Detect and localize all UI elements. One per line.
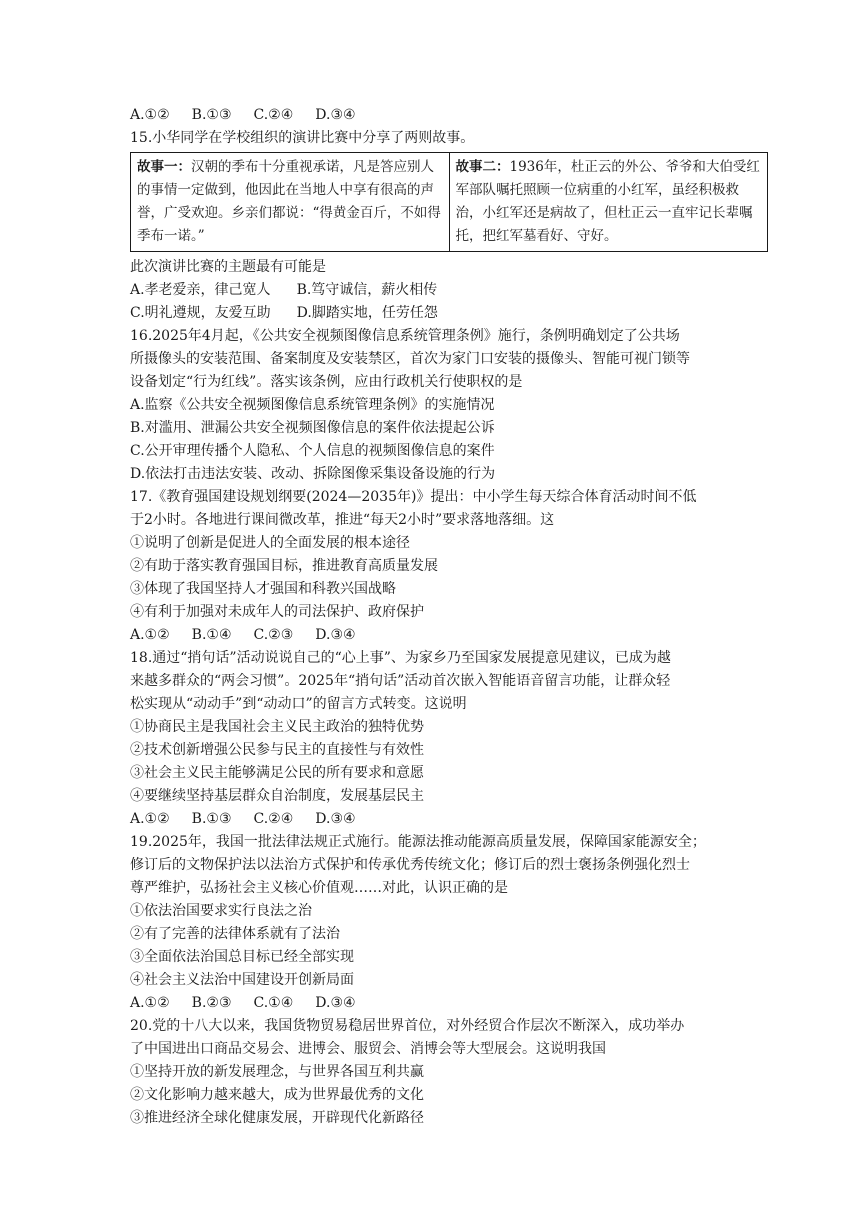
option: C.②④ <box>253 107 294 123</box>
option: C.①④ <box>253 995 294 1011</box>
q19-options <box>130 992 770 1015</box>
q19-stem-line: 尊严维护，弘扬社会主义核心价值观……对此，认识正确的是 <box>130 880 508 896</box>
story-one-text: 汉朝的季布十分重视承诺，凡是答应别人的事情一定做到，他因此在当地人中享有很高的声誉，广受欢迎。乡亲们都说：“得黄金百斤，不如得季布一诺。” <box>137 159 441 244</box>
option: D.③④ <box>315 627 356 643</box>
q17-item: ③体现了我国坚持人才强国和科教兴国战略 <box>130 581 396 597</box>
q16-option: A.监察《公共安全视频图像信息系统管理条例》的实施情况 <box>130 397 495 413</box>
q16-option: D.依法打击违法安装、改动、拆除图像采集设备设施的行为 <box>130 466 496 482</box>
q16-stem-line: 设备划定“行为红线”。落实该条例，应由行政机关行使职权的是 <box>130 374 523 390</box>
q17-stem-line: 17.《教育强国建设规划纲要(2024—2035年)》提出：中小学生每天综合体育活动时间不低 <box>130 489 697 505</box>
q17-item: ②有助于落实教育强国目标，推进教育高质量发展 <box>130 558 438 574</box>
story-one-title: 故事一： <box>137 159 191 175</box>
option: B.②③ <box>191 995 232 1011</box>
option: A.①② <box>130 811 170 827</box>
option: B.①③ <box>191 107 232 123</box>
option: D.③④ <box>315 107 356 123</box>
q15-question: 此次演讲比赛的主题最有可能是 <box>130 259 326 275</box>
story-two-text: 1936年，杜正云的外公、爷爷和大伯受红军部队嘱托照顾一位病重的小红军，虽经积极救治，小红军还是病故了，但杜正云一直牢记长辈嘱托，把红军墓看好、守好。 <box>455 159 760 244</box>
q19-stem-line: 修订后的文物保护法以法治方式保护和传承优秀传统文化；修订后的烈士褒扬条例强化烈士 <box>130 857 690 873</box>
q17-options <box>130 624 770 647</box>
q17-item: ①说明了创新是促进人的全面发展的根本途径 <box>130 535 410 551</box>
q16-option: B.对滥用、泄漏公共安全视频图像信息的案件依法提起公诉 <box>130 420 495 436</box>
q18-stem-line: 来越多群众的“两会习惯”。2025年“捎句话”活动首次嵌入智能语音留言功能，让群众轻 <box>130 673 671 689</box>
q19-item: ③全面依法治国总目标已经全部实现 <box>130 949 354 965</box>
q19-item: ②有了完善的法律体系就有了法治 <box>130 926 340 942</box>
q18-item: ①协商民主是我国社会主义民主政治的独特优势 <box>130 719 424 735</box>
q20-item: ③推进经济全球化健康发展，开辟现代化新路径 <box>130 1110 424 1126</box>
option: C.②③ <box>253 627 294 643</box>
option: D.③④ <box>315 995 356 1011</box>
q19-item: ④社会主义法治中国建设开创新局面 <box>130 972 354 988</box>
story-table <box>130 152 768 252</box>
option: A.①② <box>130 627 170 643</box>
story-two-cell <box>449 153 768 252</box>
story-two-title: 故事二： <box>455 159 510 175</box>
q17-item: ④有利于加强对未成年人的司法保护、政府保护 <box>130 604 424 620</box>
option: B.①③ <box>191 811 232 827</box>
option: C.②④ <box>253 811 294 827</box>
q16-option: C.公开审理传播个人隐私、个人信息的视频图像信息的案件 <box>130 443 495 459</box>
q20-item: ②文化影响力越来越大，成为世界最优秀的文化 <box>130 1087 424 1103</box>
q17-stem-line: 于2小时。各地进行课间微改革，推进“每天2小时”要求落地落细。这 <box>130 512 555 528</box>
q15-options-row-1 <box>130 279 770 302</box>
q18-item: ②技术创新增强公民参与民主的直接性与有效性 <box>130 742 424 758</box>
q20-stem-line: 了中国进出口商品交易会、进博会、服贸会、消博会等大型展会。这说明我国 <box>130 1041 606 1057</box>
option: C.明礼遵规，友爱互助 <box>130 305 271 321</box>
q15-options-row-2 <box>130 302 770 325</box>
q15-stem: 15.小华同学在学校组织的演讲比赛中分享了两则故事。 <box>130 130 475 146</box>
q20-item: ①坚持开放的新发展理念，与世界各国互利共赢 <box>130 1064 424 1080</box>
option: A.①② <box>130 107 170 123</box>
q14-options <box>130 104 770 127</box>
q19-stem-line: 19.2025年，我国一批法律法规正式施行。能源法推动能源高质量发展，保障国家能源安全； <box>130 834 706 850</box>
q18-item: ③社会主义民主能够满足公民的所有要求和意愿 <box>130 765 424 781</box>
option: B.①④ <box>191 627 232 643</box>
q18-item: ④要继续坚持基层群众自治制度，发展基层民主 <box>130 788 424 804</box>
q20-stem-line: 20.党的十八大以来，我国货物贸易稳居世界首位，对外经贸合作层次不断深入，成功举办 <box>130 1018 685 1034</box>
q19-item: ①依法治国要求实行良法之治 <box>130 903 312 919</box>
q16-stem-line: 所摄像头的安装范围、备案制度及安装禁区，首次为家门口安装的摄像头、智能可视门锁等 <box>130 351 690 367</box>
q18-stem-line: 松实现从“动动手”到“动动口”的留言方式转变。这说明 <box>130 696 467 712</box>
story-one-cell <box>131 153 450 252</box>
q18-options <box>130 808 770 831</box>
q18-stem-line: 18.通过“捎句话”活动说说自己的“心上事”、为家乡乃至国家发展提意见建议，已成为越 <box>130 650 671 666</box>
option: A.①② <box>130 995 170 1011</box>
option: A.孝老爱亲，律己宽人 <box>130 282 271 298</box>
q16-stem-line: 16.2025年4月起，《公共安全视频图像信息系统管理条例》施行，条例明确划定了公共场 <box>130 328 680 344</box>
option: D.脚踏实地，任劳任怨 <box>296 305 438 321</box>
exam-page <box>130 104 770 1130</box>
option: D.③④ <box>315 811 356 827</box>
option: B.笃守诚信，薪火相传 <box>296 282 438 298</box>
